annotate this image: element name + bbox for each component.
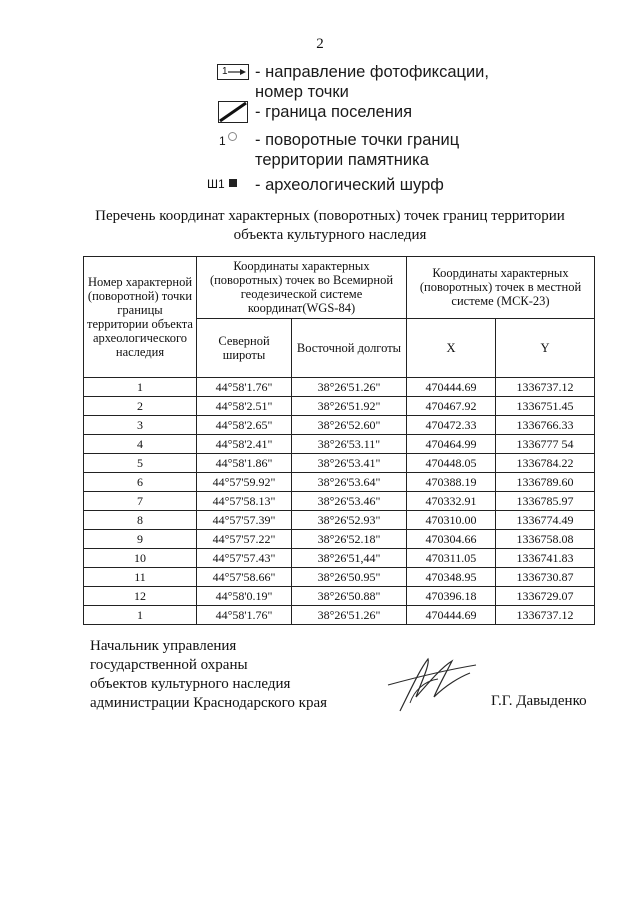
signature-line3: объектов культурного наследия xyxy=(90,676,291,692)
cell-north-lat: 44°58'1.76" xyxy=(197,606,292,625)
cell-x: 470444.69 xyxy=(407,606,496,625)
table-header-row xyxy=(84,257,595,319)
arrow-right-icon xyxy=(228,68,246,76)
cell-north-lat: 44°57'57.43" xyxy=(197,549,292,568)
signature-block xyxy=(90,637,327,713)
table-row xyxy=(84,416,595,435)
cell-x: 470444.69 xyxy=(407,378,496,397)
cell-x: 470467.92 xyxy=(407,397,496,416)
list-title-line1: Перечень координат характерных (поворотных) точек границ территории xyxy=(95,208,565,224)
cell-east-lon: 38°26'52.60" xyxy=(292,416,407,435)
list-title xyxy=(60,207,600,245)
cell-point-number: 10 xyxy=(84,549,197,568)
page-number: 2 xyxy=(316,36,324,52)
cell-point-number: 1 xyxy=(84,606,197,625)
cell-east-lon: 38°26'53.64" xyxy=(292,473,407,492)
table-row xyxy=(84,397,595,416)
cell-x: 470304.66 xyxy=(407,530,496,549)
header-x: X xyxy=(407,318,496,378)
cell-y: 1336741.83 xyxy=(496,549,595,568)
settlement-boundary-symbol xyxy=(218,101,248,123)
cell-point-number: 5 xyxy=(84,454,197,473)
cell-east-lon: 38°26'53.11" xyxy=(292,435,407,454)
header-point-number: Номер характерной (поворотной) точки границы территории объекта археологического наследия xyxy=(84,257,197,378)
cell-point-number: 2 xyxy=(84,397,197,416)
cell-north-lat: 44°57'58.13" xyxy=(197,492,292,511)
table-row xyxy=(84,549,595,568)
table-row xyxy=(84,435,595,454)
table-row xyxy=(84,530,595,549)
cell-east-lon: 38°26'51.92" xyxy=(292,397,407,416)
cell-point-number: 3 xyxy=(84,416,197,435)
cell-north-lat: 44°58'1.86" xyxy=(197,454,292,473)
cell-east-lon: 38°26'51,44" xyxy=(292,549,407,568)
photo-point-number: 1 xyxy=(222,66,228,77)
cell-east-lon: 38°26'52.93" xyxy=(292,511,407,530)
cell-point-number: 4 xyxy=(84,435,197,454)
turn-point-number: 1 xyxy=(219,134,226,148)
signer-name: Г.Г. Давыденко xyxy=(491,693,587,709)
coordinates-table xyxy=(83,256,595,625)
cell-y: 1336774.49 xyxy=(496,511,595,530)
table-row xyxy=(84,568,595,587)
cell-x: 470348.95 xyxy=(407,568,496,587)
legend-turn-points: - поворотные точки границ xyxy=(255,131,460,149)
cell-east-lon: 38°26'53.46" xyxy=(292,492,407,511)
cell-y: 1336729.07 xyxy=(496,587,595,606)
legend-settlement-boundary: - граница поселения xyxy=(255,103,413,121)
signature-line1: Начальник управления xyxy=(90,638,237,654)
cell-north-lat: 44°58'2.51" xyxy=(197,397,292,416)
table-row xyxy=(84,378,595,397)
cell-x: 470396.18 xyxy=(407,587,496,606)
cell-y: 1336777 54 xyxy=(496,435,595,454)
cell-x: 470448.05 xyxy=(407,454,496,473)
cell-north-lat: 44°57'57.22" xyxy=(197,530,292,549)
cell-x: 470310.00 xyxy=(407,511,496,530)
header-msk23: Координаты характерных (поворотных) точек в местной системе (МСК-23) xyxy=(407,257,595,319)
cell-y: 1336730.87 xyxy=(496,568,595,587)
cell-north-lat: 44°58'2.41" xyxy=(197,435,292,454)
cell-east-lon: 38°26'51.26" xyxy=(292,606,407,625)
cell-east-lon: 38°26'52.18" xyxy=(292,530,407,549)
cell-point-number: 6 xyxy=(84,473,197,492)
pit-label: Ш1 xyxy=(207,177,225,191)
cell-y: 1336758.08 xyxy=(496,530,595,549)
cell-point-number: 7 xyxy=(84,492,197,511)
signature-line4: администрации Краснодарского края xyxy=(90,695,328,711)
cell-point-number: 9 xyxy=(84,530,197,549)
table-row xyxy=(84,473,595,492)
table-row xyxy=(84,511,595,530)
cell-north-lat: 44°58'2.65" xyxy=(197,416,292,435)
cell-y: 1336784.22 xyxy=(496,454,595,473)
header-wgs84: Координаты характерных (поворотных) точек во Всемирной геодезической системе координат(WGS-84) xyxy=(197,257,407,319)
signature-line2: государственной охраны xyxy=(90,657,248,673)
cell-y: 1336737.12 xyxy=(496,606,595,625)
cell-y: 1336751.45 xyxy=(496,397,595,416)
legend-pit: - археологический шурф xyxy=(255,176,444,194)
photo-direction-symbol xyxy=(217,64,249,80)
boundary-line-icon xyxy=(219,102,247,122)
cell-x: 470388.19 xyxy=(407,473,496,492)
cell-north-lat: 44°57'59.92" xyxy=(197,473,292,492)
cell-y: 1336766.33 xyxy=(496,416,595,435)
cell-north-lat: 44°58'0.19" xyxy=(197,587,292,606)
header-east-lon: Восточной долготы xyxy=(292,318,407,378)
table-row xyxy=(84,492,595,511)
handwritten-signature xyxy=(380,651,480,717)
cell-x: 470464.99 xyxy=(407,435,496,454)
cell-east-lon: 38°26'51.26" xyxy=(292,378,407,397)
cell-east-lon: 38°26'53.41" xyxy=(292,454,407,473)
cell-x: 470311.05 xyxy=(407,549,496,568)
legend-photo-direction: - направление фотофиксации, xyxy=(255,63,489,81)
cell-point-number: 11 xyxy=(84,568,197,587)
cell-point-number: 8 xyxy=(84,511,197,530)
cell-x: 470472.33 xyxy=(407,416,496,435)
header-y: Y xyxy=(496,318,595,378)
cell-x: 470332.91 xyxy=(407,492,496,511)
table-body xyxy=(84,378,595,625)
pit-square-icon xyxy=(229,179,237,187)
list-title-line2: объекта культурного наследия xyxy=(233,227,427,243)
cell-point-number: 1 xyxy=(84,378,197,397)
table-row xyxy=(84,454,595,473)
cell-north-lat: 44°57'58.66" xyxy=(197,568,292,587)
cell-y: 1336737.12 xyxy=(496,378,595,397)
table-row xyxy=(84,606,595,625)
legend-photo-direction-line2: номер точки xyxy=(255,83,349,101)
header-north-lat: Северной широты xyxy=(197,318,292,378)
cell-north-lat: 44°58'1.76" xyxy=(197,378,292,397)
cell-y: 1336785.97 xyxy=(496,492,595,511)
cell-y: 1336789.60 xyxy=(496,473,595,492)
legend-turn-points-line2: территории памятника xyxy=(255,151,429,169)
table-row xyxy=(84,587,595,606)
cell-point-number: 12 xyxy=(84,587,197,606)
turn-point-icon xyxy=(228,132,237,141)
cell-east-lon: 38°26'50.88" xyxy=(292,587,407,606)
cell-east-lon: 38°26'50.95" xyxy=(292,568,407,587)
cell-north-lat: 44°57'57.39" xyxy=(197,511,292,530)
